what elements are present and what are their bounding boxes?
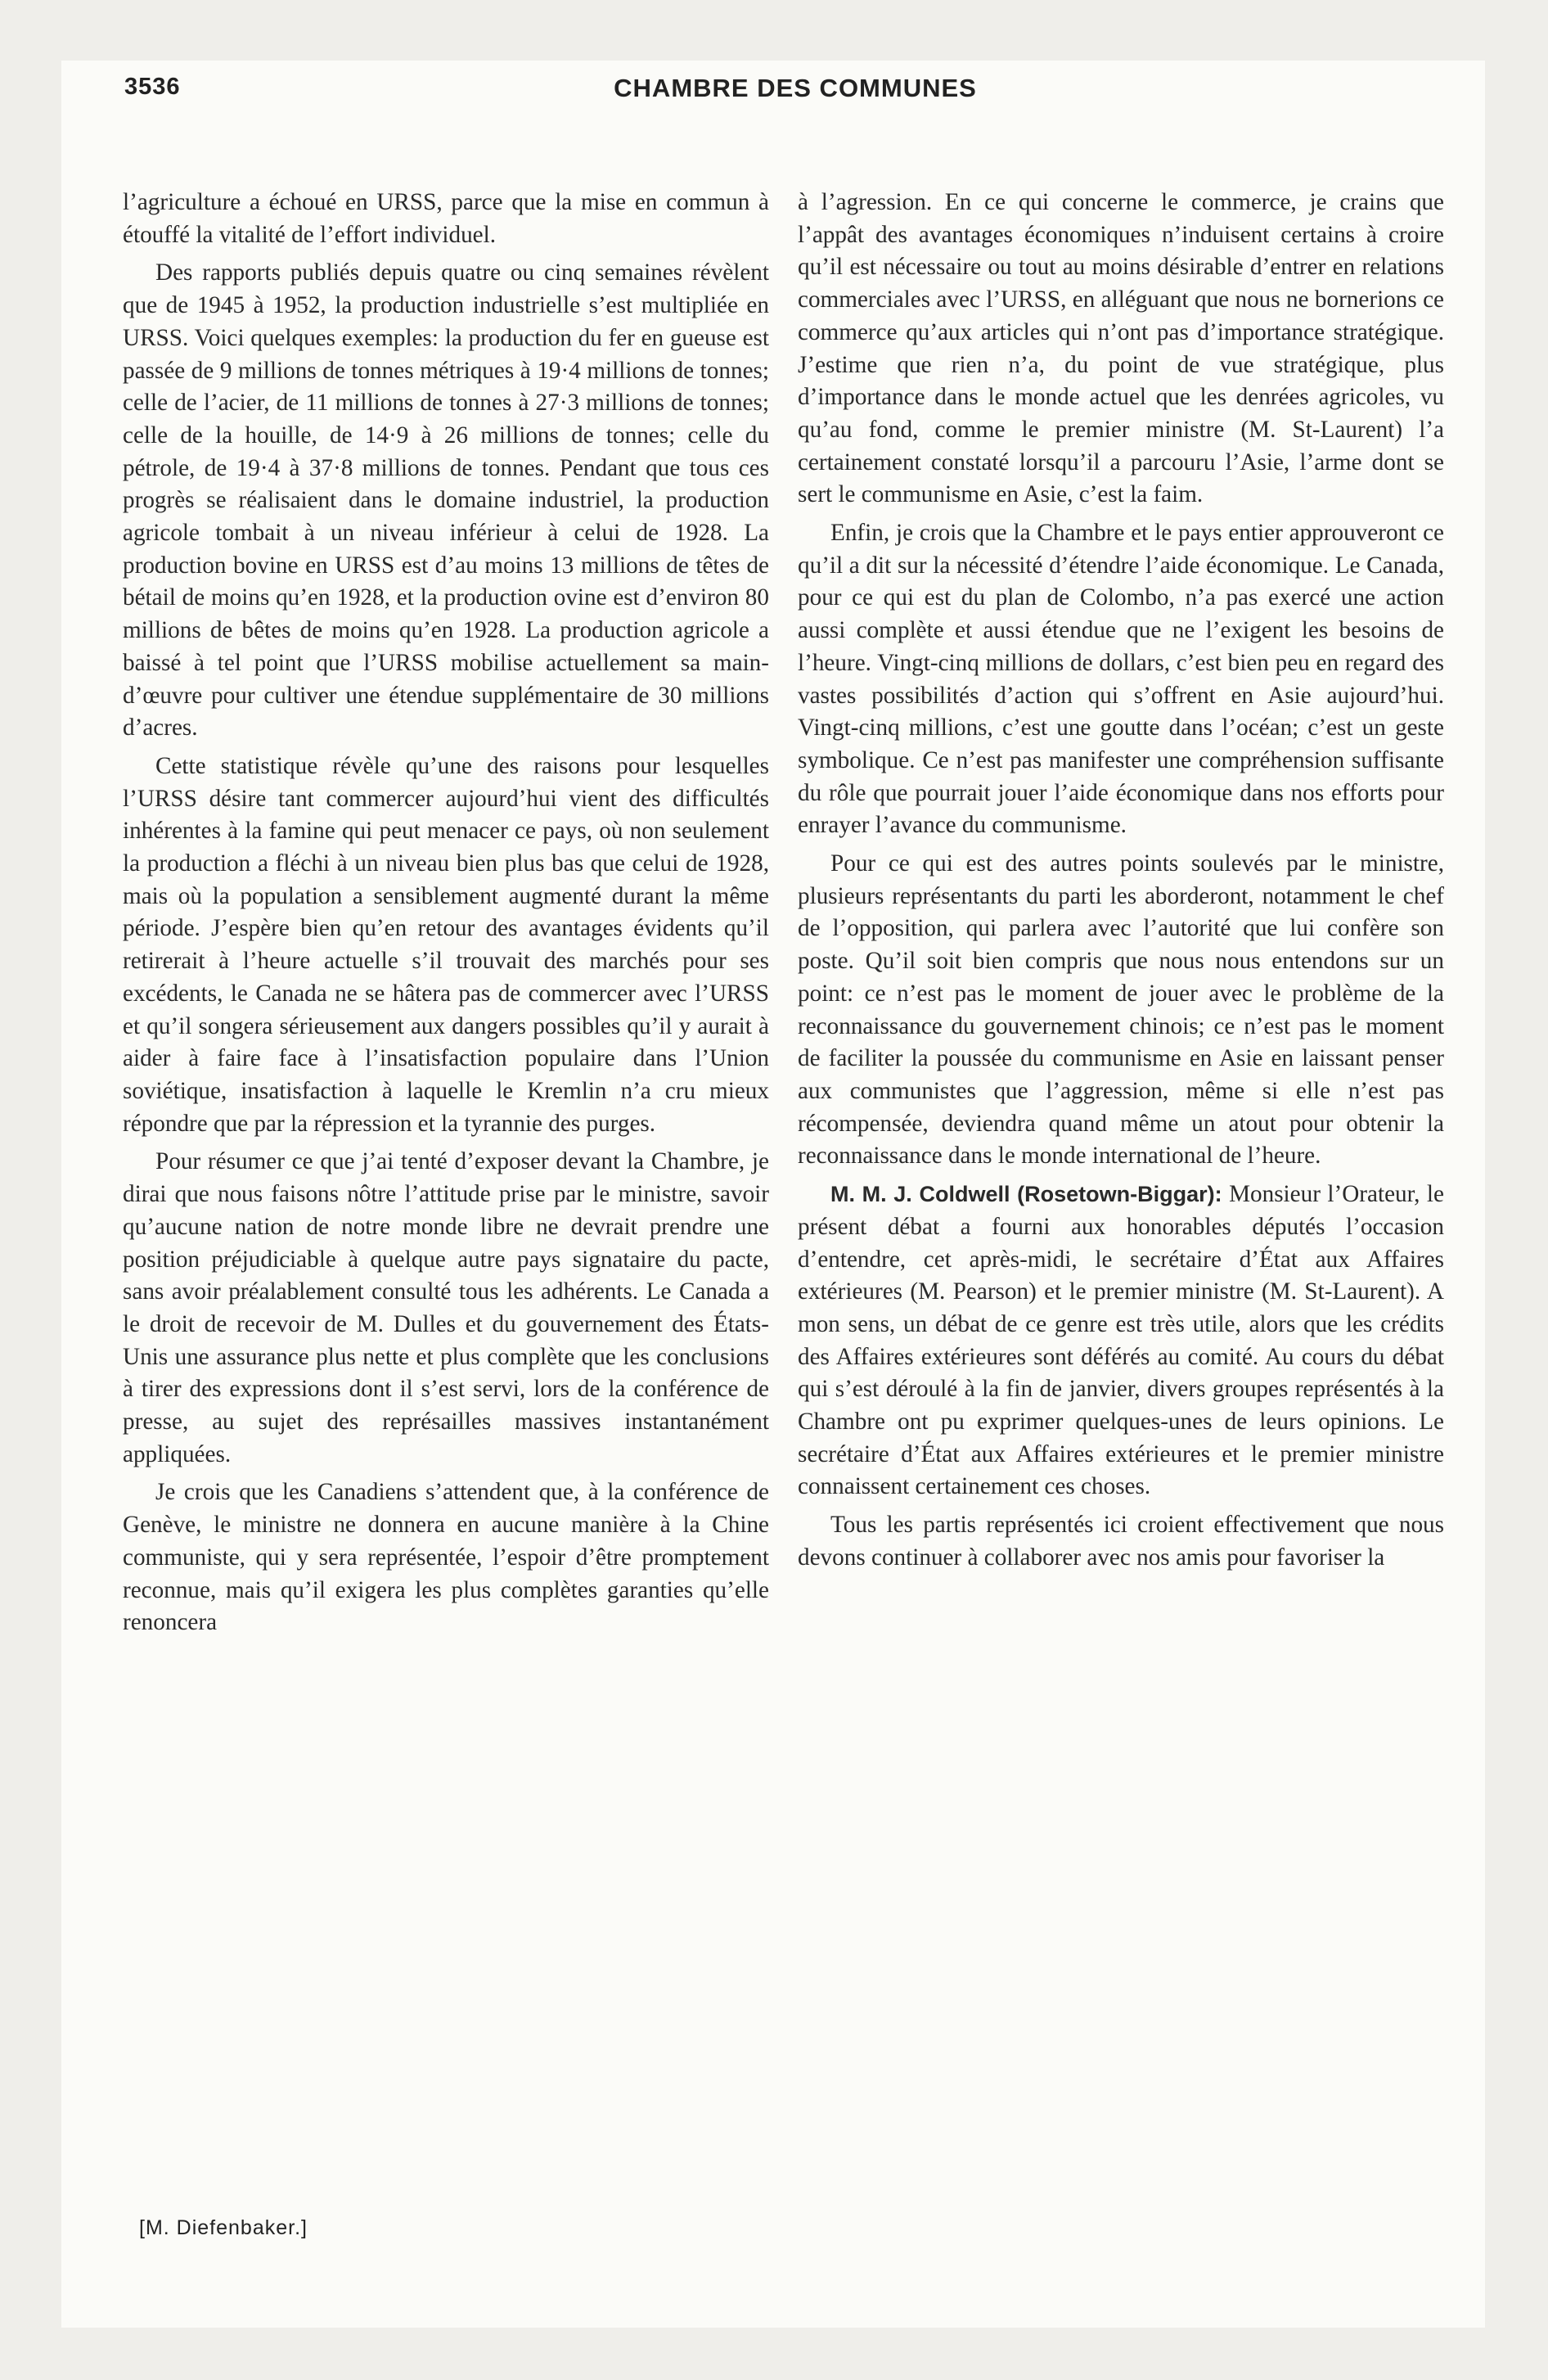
paragraph: Cette statistique révèle qu’une des raisons pour lesquelles l’URSS désire tant commercer aujourd’hui vient des difficultés inhérentes à la famine qui peut menacer ce pays, où non seulement la production a fléchi à un niveau bien plus bas que celui de 1928, mais où la population a sensiblement augmenté durant la même période. J’espère bien qu’en retour des avantages évidents qu’il retirerait à l’heure actuelle s’il trouvait des marchés pour ses excédents, le Canada ne se hâtera pas de commercer avec l’URSS et qu’il songera sérieusement aux dangers possibles qu’il y aurait à aider à faire face à l’insatisfaction populaire dans l’Union soviétique, insatisfaction à laquelle le Kremlin n’a cru mieux répondre que par la répression et la tyrannie des purges. xyxy=(123,752,769,1137)
page-number: 3536 xyxy=(124,74,181,100)
speaker-text: Monsieur l’Orateur, le présent débat a fourni aux honorables députés l’occasion d’entendre, cet après-midi, le secrétaire d’État aux Affaires extérieures (M. Pearson) et le premier ministre (M. St-Laurent). A mon sens, un débat de ce genre est très utile, alors que les crédits des Affaires extérieures sont déférés au comité. Au cours du débat qui s’est déroulé à la fin de janvier, divers groupes représentés à la Chambre ont pu exprimer quelques-unes de leurs opinions. Le secrétaire d’État aux Affaires extérieures et le premier ministre connaissent certainement ces choses. xyxy=(798,1181,1444,1500)
paragraph: l’agriculture a échoué en URSS, parce que la mise en commun à étouffé la vitalité de l’effort individuel. xyxy=(123,189,769,248)
paragraph: Pour résumer ce que j’ai tenté d’exposer devant la Chambre, je dirai que nous faisons nôtre l’attitude prise par le ministre, savoir qu’aucune nation de notre monde libre ne devrait prendre une position préjudiciable à quelque autre pays signataire du pacte, sans avoir préalablement consulté tous les adhérents. Le Canada a le droit de recevoir de M. Dulles et du gouvernement des États-Unis une assurance plus nette et plus complète que les conclusions à tirer des expressions dont il s’est servi, lors de la conférence de presse, au sujet des représailles massives instantanément appliquées. xyxy=(123,1148,769,1467)
speaker-paragraph xyxy=(798,1179,1444,1503)
paragraph: Tous les partis représentés ici croient effectivement que nous devons continuer à collaborer avec nos amis pour favoriser la xyxy=(798,1512,1444,1571)
left-column xyxy=(123,187,769,1645)
paragraph: à l’agression. En ce qui concerne le commerce, je crains que l’appât des avantages économiques n’induisent certains à croire qu’il est nécessaire ou tout au moins désirable d’entrer en relations commerciales avec l’URSS, en alléguant que nous ne bornerions ce commerce qu’aux articles qui n’ont pas d’importance stratégique. J’estime que rien n’a, du point de vue stratégique, plus d’importance dans le monde actuel que les denrées agricoles, vu qu’au fond, comme le premier ministre (M. St-Laurent) l’a certainement constaté lorsqu’il a parcouru l’Asie, l’arme dont se sert le communisme en Asie, c’est la faim. xyxy=(798,189,1444,508)
paragraph: Je crois que les Canadiens s’attendent que, à la conférence de Genève, le ministre ne donnera en aucune manière à la Chine communiste, qui y sera représentée, l’espoir d’être promptement reconnue, mais qu’il exigera les plus complètes garanties qu’elle renoncera xyxy=(123,1479,769,1636)
paragraph: Pour ce qui est des autres points soulevés par le ministre, plusieurs représentants du parti les aborderont, notamment le chef de l’opposition, qui parlera avec l’autorité que lui confère son poste. Qu’il soit bien compris que nous nous entendons sur un point: ce n’est pas le moment de jouer avec le problème de la reconnaissance du gouvernement chinois; ce n’est pas le moment de faciliter la poussée du communisme en Asie en laissant penser aux communistes que l’aggression, même si elle n’est pas récompensée, deviendra quand même un atout pour obtenir la reconnaissance dans le monde international de l’heure. xyxy=(798,850,1444,1170)
speaker-name: M. M. J. Coldwell (Rosetown-Biggar): xyxy=(830,1182,1222,1207)
paragraph: Des rapports publiés depuis quatre ou cinq semaines révèlent que de 1945 à 1952, la production industrielle s’est multipliée en URSS. Voici quelques exemples: la production du fer en gueuse est passée de 9 millions de tonnes métriques à 19·4 millions de tonnes; celle de l’acier, de 11 millions de tonnes à 27·3 millions de tonnes; celle de la houille, de 14·9 à 26 millions de tonnes; celle du pétrole, de 19·4 à 37·8 millions de tonnes. Pendant que tous ces progrès se réalisaient dans le domaine industriel, la production agricole tombait à un niveau inférieur à celui de 1928. La production bovine en URSS est d’au moins 13 millions de têtes de bétail de moins qu’en 1928, et la production ovine est d’environ 80 millions de bêtes de moins qu’en 1928. La production agricole a baissé à tel point que l’URSS mobilise actuellement sa main-d’œuvre pour cultiver une étendue supplémentaire de 30 millions d’acres. xyxy=(123,259,769,741)
running-title: CHAMBRE DES COMMUNES xyxy=(614,74,977,102)
speaker-footnote: [M. Diefenbaker.] xyxy=(139,2216,308,2239)
page-header xyxy=(124,74,1466,123)
paragraph: Enfin, je crois que la Chambre et le pays entier approuveront ce qu’il a dit sur la nécessité d’étendre l’aide économique. Le Canada, pour ce qui est du plan de Colombo, n’a pas exercé une action aussi complète et aussi étendue que ne l’exigent les besoins de l’heure. Vingt-cinq millions de dollars, c’est bien peu en regard des vastes possibilités d’action qui s’offrent en Asie aujourd’hui. Vingt-cinq millions, c’est une goutte dans l’océan; c’est un geste symbolique. Ce n’est pas manifester une compréhension suffisante du rôle que pourrait jouer l’aide économique dans nos efforts pour enrayer l’avance du communisme. xyxy=(798,520,1444,839)
right-column xyxy=(798,187,1444,1580)
